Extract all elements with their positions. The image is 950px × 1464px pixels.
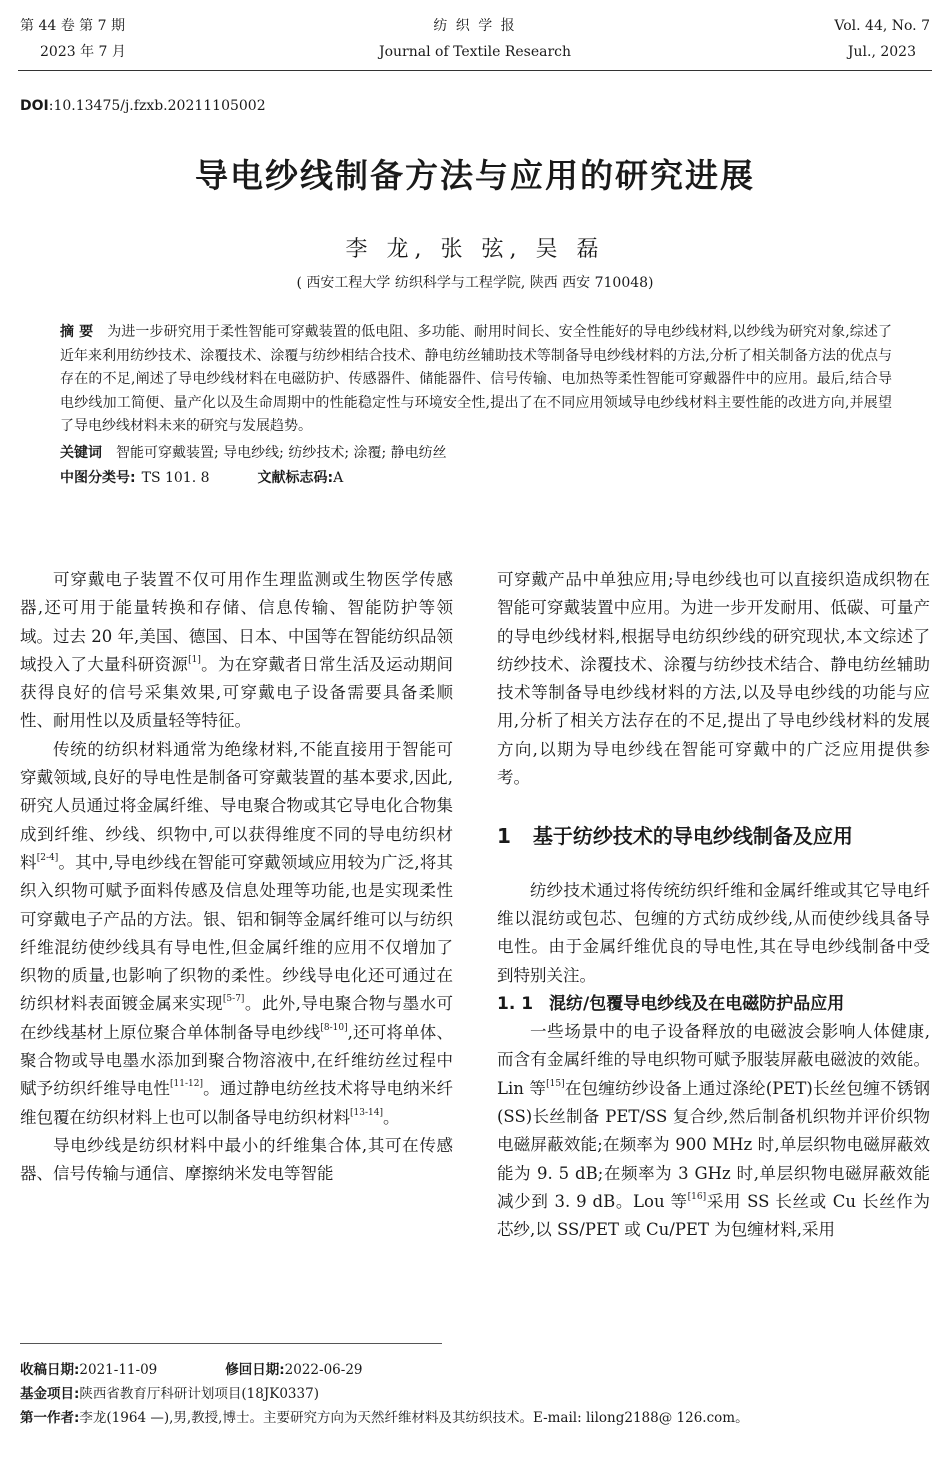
clc-value: TS 101. 8 <box>141 470 210 486</box>
abstract-block <box>60 321 892 491</box>
doc-code-label: 文献标志码: <box>257 470 334 486</box>
right-column <box>497 566 930 1245</box>
text-run: 可穿戴电子装置不仅可用作生理监测或生物医学传感器,还可用于能量转换和存储、信息传输、智能防护等领域。过去 20 年,美国、德国、日本、中国等在智能纺织品领域投入了大量科研资源 <box>20 570 453 674</box>
section-title: 混纺/包覆导电纱线及在电磁防护品应用 <box>549 993 845 1014</box>
author-line <box>20 1406 930 1430</box>
abstract <box>60 321 892 439</box>
paragraph: 纺纱技术通过将传统纺织纤维和金属纤维或其它导电纤维以混纺或包芯、包缠的方式纺成纱线,从而使纱线具备导电性。由于金属纤维优良的导电性,其在导电纱线制备中受到特别关注。 <box>497 880 930 985</box>
header-date-en: Jul., 2023 <box>847 44 916 60</box>
keywords-text: 智能可穿戴装置; 导电纱线; 纺纱技术; 涂覆; 静电纺丝 <box>116 444 447 461</box>
footnote-rule <box>20 1343 442 1344</box>
left-column <box>20 566 453 1189</box>
first-author-text: 李龙(1964 —),男,教授,博士。主要研究方向为天然纤维材料及其纺织技术。E-mail: lilong2188@ 126.com。 <box>79 1410 749 1426</box>
received-label: 收稿日期: <box>20 1362 80 1378</box>
footnotes <box>20 1358 930 1430</box>
dates-line <box>20 1358 930 1382</box>
clc-label: 中图分类号: <box>60 470 136 486</box>
citation: [5-7] <box>222 994 245 1005</box>
text-run: 。通过静电纺丝技术将导电纳米纤维包覆在纺织材料上也可以制备导电纺织材料 <box>20 1079 454 1127</box>
abstract-text: 为进一步研究用于柔性智能可穿戴装置的低电阻、多功能、耐用时间长、安全性能好的导电纱线材料,以纱线为研究对象,综述了近年来利用纺纱技术、涂覆技术、涂覆与纺纱相结合技术、静电纺丝辅助技术等制备导电纱线材料的方法,分析了相关制备方法的优点与存在的不足,阐述了导电纱线材料在电磁防护、传感器件、储能器件、信号传输、电加热等柔性智能可穿戴器件中的应用。最后,结合导电纱线加工简便、量产化以及生命周期中的性能稳定性与环境安全性,提出了在不同应用领域导电纱线材料主要性能的改进方向,并展望了导电纱线材料未来的研究与发展趋势。 <box>60 324 893 434</box>
authors: 李 龙, 张 弦, 吴 磊 <box>345 237 605 262</box>
affiliation: ( 西安工程大学 纺织科学与工程学院, 陕西 西安 710048) <box>296 275 654 291</box>
section-heading-1 <box>497 822 930 850</box>
doi-label: DOI <box>20 98 49 114</box>
section-number: 1. 1 <box>497 993 534 1014</box>
text-run: 采用 SS 长丝或 Cu 长丝作为芯纱,以 SS/PET 或 Cu/PET 为包缠材料,采用 <box>497 1191 930 1240</box>
fund-label: 基金项目: <box>20 1386 80 1402</box>
paragraph: 可穿戴产品中单独应用;导电纱线也可以直接织造成织物在智能可穿戴装置中应用。为进一步开发耐用、低碳、可量产的导电纱线材料,根据导电纺织纱线的研究现状,本文综述了纺纱技术、涂覆技术、涂覆与纺纱技术结合、静电纺丝辅助技术等制备导电纱线材料的方法,以及导电纱线的功能与应用,分析了相关方法存在的不足,提出了导电纱线材料的发展方向,以期为导电纱线在智能可穿戴中的广泛应用提供参考。 <box>497 570 930 788</box>
revised-date: 2022-06-29 <box>284 1362 363 1378</box>
header-journal-cn: 纺 织 学 报 <box>433 18 517 34</box>
text-run: 导电纱线是纺织材料中最小的纤维集合体,其可在传感器、信号传输与通信、摩擦纳米发电等智能 <box>20 1135 453 1184</box>
text-run: 在包缠纺纱设备上通过涤纶(PET)长丝包缠不锈钢(SS)长丝制备 PET/SS 复合纱,然后制备机织物并评价织物电磁屏蔽效能;在频率为 900 MHz 时,单层织物电磁屏蔽效能为 9. 5 dB;在频率为 3 GHz 时,单层织物电磁屏蔽效能减少到 3. 9 dB。Lou 等 <box>497 1078 931 1211</box>
header-date: 2023 年 7 月 <box>40 44 126 60</box>
citation: [8-10] <box>320 1022 348 1033</box>
text-run: 。为在穿戴者日常生活及运动期间获得良好的信号采集效果,可穿戴电子设备需要具备柔顺性、耐用性以及质量轻等特征。 <box>20 654 454 731</box>
header-rule <box>18 70 932 71</box>
paragraph <box>20 1132 453 1189</box>
citation: [15] <box>546 1078 565 1089</box>
fund-text: 陕西省教育厅科研计划项目(18JK0337) <box>79 1386 319 1402</box>
citation: [11-12] <box>170 1079 203 1090</box>
text-run: 传统的纺织材料通常为绝缘材料,不能直接用于智能可穿戴领域,良好的导电性是制备可穿戴装置的基本要求,因此,研究人员通过将金属纤维、导电聚合物或其它导电化合物集成到纤维、纱线、织物中,可以获得维度不同的导电纺织材料 <box>20 739 453 872</box>
first-author-label: 第一作者: <box>20 1410 80 1426</box>
citation: [13-14] <box>350 1107 383 1118</box>
doi <box>20 98 266 114</box>
received-date: 2021-11-09 <box>79 1362 158 1378</box>
revised-label: 修回日期: <box>225 1362 285 1378</box>
text-run: 。其中,导电纱线在智能可穿戴领域应用较为广泛,将其织入织物可赋予面料传感及信息处理等功能,也是实现柔性可穿戴电子产品的方法。银、铝和铜等金属纤维可以与纺织纤维混纺使纱线具有导电性,但金属纤维的应用不仅增加了织物的质量,也影响了织物的柔性。纱线导电化还可通过在纺织材料表面镀金属来实现 <box>20 852 454 1014</box>
article-title: 导电纱线制备方法与应用的研究进展 <box>195 156 755 195</box>
paragraph <box>20 566 453 736</box>
section-heading-1-1 <box>497 990 930 1018</box>
paragraph <box>20 736 453 1132</box>
citation: [16] <box>687 1191 707 1202</box>
text-run: 。 <box>382 1107 400 1127</box>
citation: [1] <box>188 654 201 665</box>
classification <box>60 467 892 491</box>
fund-line <box>20 1382 930 1406</box>
text-run: ,还可将单体、聚合物或导电墨水添加到聚合物溶液中,在纤维纺丝过程中赋予纺织纤维导电性 <box>20 1022 453 1099</box>
abstract-label: 摘 要 <box>60 324 94 340</box>
citation: [2-4] <box>36 852 59 863</box>
header-volume-issue: 第 44 卷 第 7 期 <box>20 18 125 34</box>
keywords <box>60 442 892 466</box>
keywords-label: 关键词 <box>60 444 102 461</box>
header-volume-issue-en: Vol. 44, No. 7 <box>834 18 930 34</box>
paragraph <box>497 1018 930 1244</box>
section-number: 1 <box>497 824 511 849</box>
doc-code-value: A <box>333 470 344 486</box>
text-run: 一些场景中的电子设备释放的电磁波会影响人体健康,而含有金属纤维的导电织物可赋予服装屏蔽电磁波的效能。Lin 等 <box>497 1022 930 1098</box>
header-journal-en: Journal of Textile Research <box>378 44 572 60</box>
section-title: 基于纺纱技术的导电纱线制备及应用 <box>532 824 853 849</box>
doi-value: :10.13475/j.fzxb.20211105002 <box>48 98 266 114</box>
text-run: 。此外,导电聚合物与墨水可在纱线基材上原位聚合单体制备导电纱线 <box>20 994 454 1042</box>
